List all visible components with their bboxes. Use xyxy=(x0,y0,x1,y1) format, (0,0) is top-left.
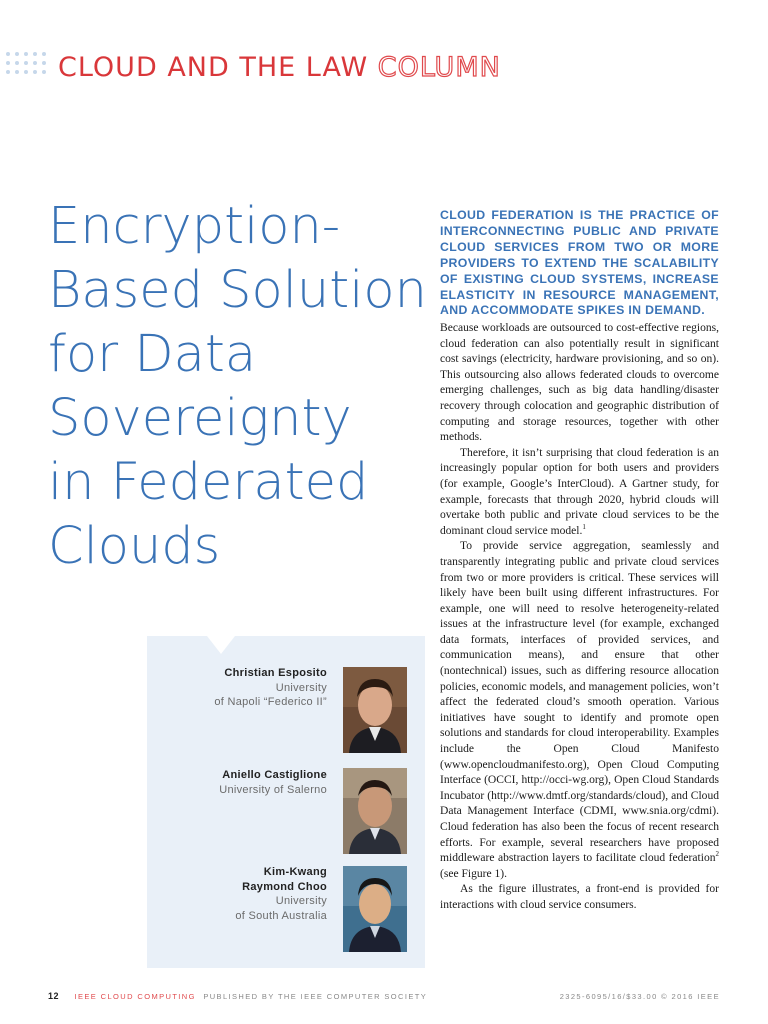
body-paragraph: Because workloads are outsourced to cost-effective regions, cloud federation can also potentially result in significant cost savings (electricity, hardware provisioning, and so on). This outsourcing also allows federated clouds to overcome emerging challenges, such as big data handling/disaster recovery through colocation and geographic distribution of computing and storage resources, together with other methods. xyxy=(440,322,719,444)
author-name: Kim-Kwang xyxy=(263,866,327,878)
magazine-name: IEEE CLOUD COMPUTING xyxy=(74,992,196,1001)
title-line: for Data xyxy=(48,325,257,384)
title-line: Clouds xyxy=(48,517,221,576)
decorative-dot-grid xyxy=(6,52,46,74)
author-photo-castiglione xyxy=(343,768,407,854)
column-name: CLOUD AND THE LAW xyxy=(58,52,369,83)
article-body xyxy=(440,321,719,914)
author-affiliation: University xyxy=(275,681,327,694)
column-label: COLUMN xyxy=(377,52,501,83)
author-affiliation: University xyxy=(275,895,327,907)
author-name: Raymond Choo xyxy=(242,880,327,893)
paragraph-text: To provide service aggregation, seamlessly and transparently integrating public and private cloud services from two or more providers is critical. These services will likely have been built using different infrastructures. For example, one will need to resolve heterogeneity-related issues at the infrastructure level (for example, exchanged data formats, interfaces of provided services, and communication means), and ensure that other (nontechnical) issues, such as differing resource allocation policies, economic models, and management policies, won’t affect the federated cloud’s smooth operation. Various initiatives have sought to identify and promote open solutions and standards for cloud interoperability. Examples include the Open Cloud Manifesto (www.opencloudmanifesto.org), Open Cloud Computing Interface (OCCI, http://occi-wg.org), Open Cloud Standards Incubator (http://www.dmtf.org/standards/cloud), and Cloud Data Management Interface (CDMI, www.snia.org/cdmi). Cloud federation has also been the focus of recent research efforts. For example, several researchers have proposed middleware abstraction layers to facilitate cloud federation xyxy=(440,540,719,865)
article-title xyxy=(48,195,427,579)
author-byline xyxy=(147,768,327,797)
author-photo-choo xyxy=(343,866,407,952)
title-line: Encryption- xyxy=(48,197,341,256)
author-photo-esposito xyxy=(343,667,407,753)
reference-marker: 1 xyxy=(582,522,586,531)
paragraph-text: (see Figure 1). xyxy=(440,867,508,880)
title-line: Sovereignty xyxy=(48,389,352,448)
author-name: Christian Esposito xyxy=(224,667,327,679)
author-name: Aniello Castiglione xyxy=(222,769,327,781)
title-line: in Federated xyxy=(48,453,369,512)
author-affiliation: University of Salerno xyxy=(219,783,327,796)
paragraph-text: Therefore, it isn’t surprising that cloud federation is an increasingly popular option for both users and providers (for example, Google’s InterCloud). A Gartner study, for example, forecasts that through 2020, hybrid clouds will overtake both public and private cloud services to be the dominant cloud service model. xyxy=(440,446,719,537)
author-panel xyxy=(147,636,425,968)
author-byline xyxy=(147,865,327,923)
author-affiliation: of South Australia xyxy=(235,909,327,922)
issn-copyright: 2325-6095/16/$33.00 © 2016 IEEE xyxy=(559,992,720,1001)
body-paragraph xyxy=(440,539,719,882)
page-footer xyxy=(48,991,720,1001)
page-number: 12 xyxy=(48,991,60,1001)
author-byline xyxy=(147,666,327,710)
panel-notch xyxy=(207,636,235,654)
column-header xyxy=(58,52,501,83)
lead-paragraph: CLOUD FEDERATION IS THE PRACTICE OF INTERCONNECTING PUBLIC AND PRIVATE CLOUD SERVICES FROM TWO OR MORE PROVIDERS TO EXTEND THE SCALABILITY OF EXISTING CLOUD SYSTEMS, INCREASE ELASTICITY IN RESOURCE MANAGEMENT, AND ACCOMMODATE SPIKES IN DEMAND. xyxy=(440,208,719,318)
author-affiliation: of Napoli “Federico II” xyxy=(214,696,327,708)
publisher-line: PUBLISHED BY THE IEEE COMPUTER SOCIETY xyxy=(203,992,428,1001)
title-line: Based Solution xyxy=(48,261,427,320)
body-paragraph xyxy=(440,446,719,540)
reference-marker: 2 xyxy=(715,850,719,859)
body-paragraph: As the figure illustrates, a front-end is provided for interactions with cloud service consumers. xyxy=(440,883,719,911)
